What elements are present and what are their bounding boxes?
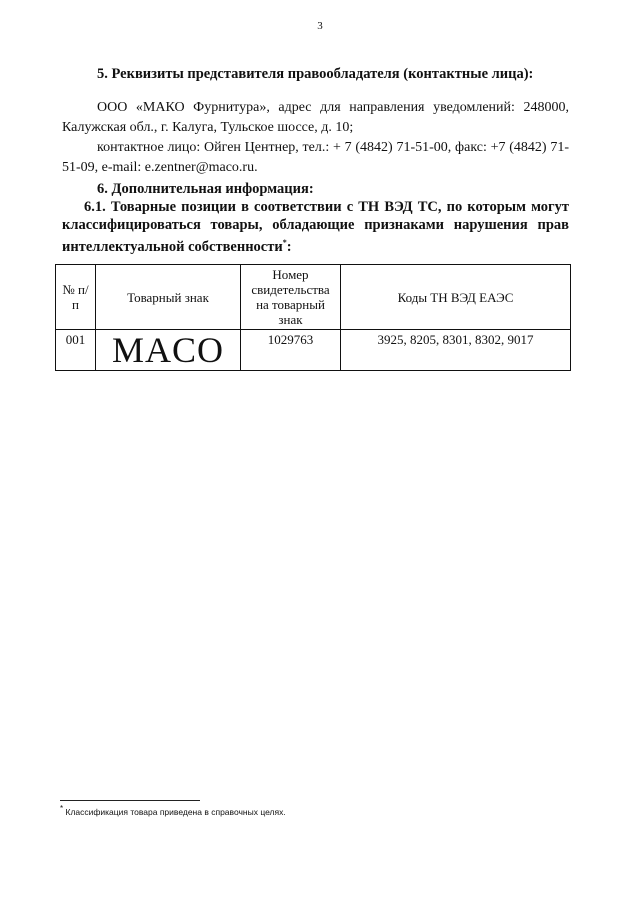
footnote-ref: *: [282, 238, 287, 247]
section5-heading: 5. Реквизиты представителя правообладателя (контактные лица):: [97, 66, 534, 82]
header-num: № п/п: [56, 265, 96, 330]
contact-details: [62, 98, 569, 178]
footnote-text: Классификация товара приведена в справочных целях.: [65, 806, 286, 817]
cell-num: 001: [56, 330, 96, 371]
company-address: ООО «МАКО Фурнитура», адрес для направления уведомлений: 248000, Калужская обл., г. Калуга, Тульское шоссе, д. 10;: [62, 100, 569, 135]
section61-paragraph: [62, 198, 569, 256]
section61-text: 6.1. Товарные позиции в соответствии с ТН ВЭД ТС, по которым могут классифицироваться товары, обладающие признаками нарушения прав интеллектуальной собственности: [62, 199, 569, 255]
header-trademark: Товарный знак: [96, 265, 241, 330]
footnote-divider: [60, 800, 200, 801]
codes-table-wrap: [55, 264, 570, 371]
header-certificate: Номер свидетельства на товарный знак: [241, 265, 341, 330]
codes-table: [55, 264, 571, 371]
cell-trademark: [96, 330, 241, 371]
cell-codes: 3925, 8205, 8301, 8302, 9017: [341, 330, 571, 371]
table-row: [56, 330, 571, 371]
footnote-mark: *: [60, 804, 64, 813]
cell-certificate: 1029763: [241, 330, 341, 371]
section6-heading: 6. Дополнительная информация:: [97, 181, 314, 197]
trademark-logo: MACO: [111, 330, 225, 370]
header-codes: Коды ТН ВЭД ЕАЭС: [341, 265, 571, 330]
table-header-row: [56, 265, 571, 330]
section61-colon: :: [286, 238, 292, 255]
footnote: [60, 804, 286, 817]
page-number: 3: [317, 20, 323, 32]
contact-person: контактное лицо: Ойген Центнер, тел.: + 7 (4842) 71-51-00, факс: +7 (4842) 71-51-09, e-mail: e.zentner@maco.ru.: [62, 140, 569, 175]
